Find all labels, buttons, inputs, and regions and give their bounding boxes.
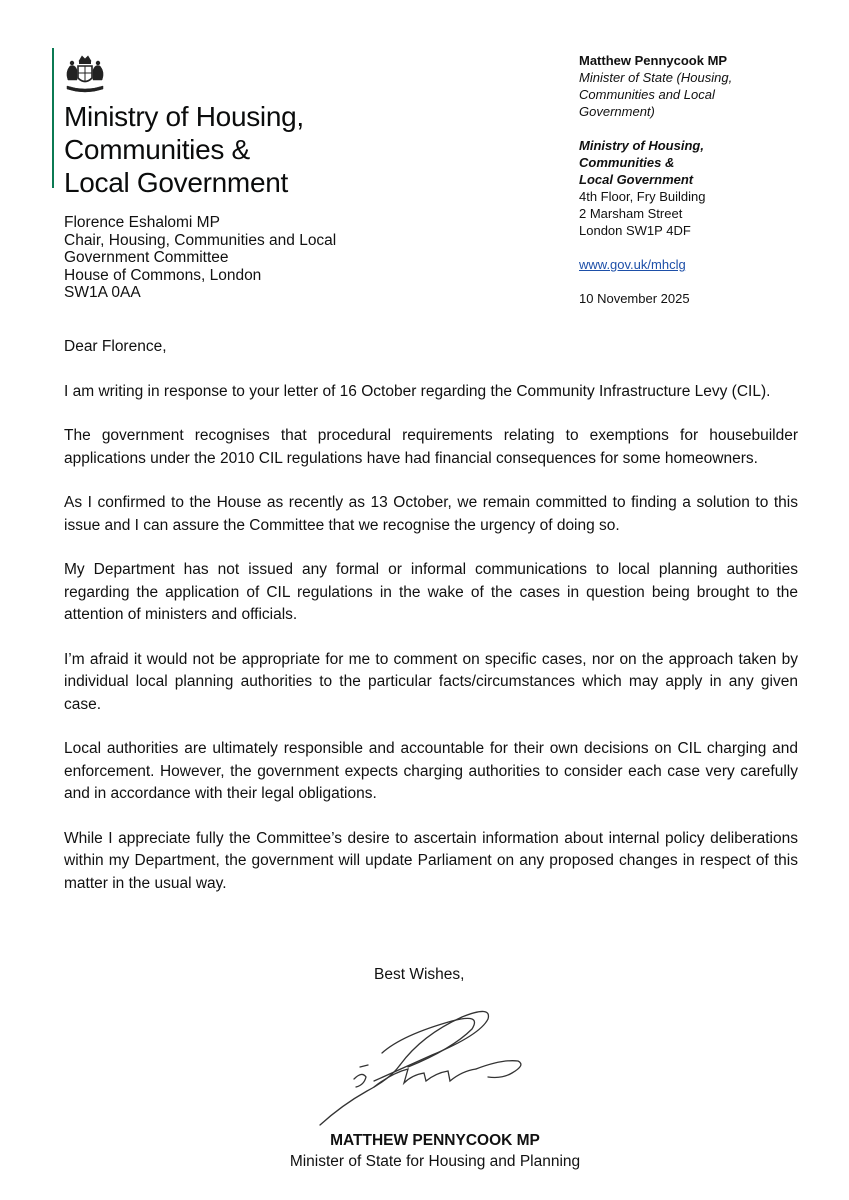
recipient-line: Government Committee	[64, 249, 229, 266]
sender-address-line: 4th Floor, Fry Building	[579, 189, 706, 204]
body-paragraph: The government recognises that procedural requirements relating to exemptions for housebuilder applications under the 2010 CIL regulations have had financial consequences for some homeowners.	[64, 427, 798, 467]
body-paragraph: While I appreciate fully the Committee’s desire to ascertain information about internal policy deliberations within my Department, the government will update Parliament on any proposed changes in respect of this matter in the usual way.	[64, 829, 798, 892]
body-paragraph: I’m afraid it would not be appropriate for me to comment on specific cases, nor on the approach taken by individual local planning authorities to the particular facts/circumstances which may apply in any given case.	[64, 650, 798, 713]
letter-date: 10 November 2025	[579, 291, 690, 306]
body-paragraph: Local authorities are ultimately responsible and accountable for their own decisions on CIL charging and enforcement. However, the government expects charging authorities to consider each case very carefully and in accordance with their legal obligations.	[64, 740, 798, 802]
sender-department-line: Ministry of Housing,	[579, 138, 704, 153]
sender-role-line: Minister of State (Housing,	[579, 70, 733, 85]
recipient-line: House of Commons, London	[64, 266, 262, 284]
body-paragraph: My Department has not issued any formal or informal communications to local planning authorities regarding the application of CIL regulations in the wake of the cases in question being brought to the attention of ministers and officials.	[64, 561, 798, 623]
logo-accent-rule	[52, 48, 54, 188]
signatory-name: MATTHEW PENNYCOOK MP	[330, 1132, 540, 1149]
recipient-line: Chair, Housing, Communities and Local	[64, 231, 337, 249]
sender-role-line: Communities and Local	[579, 87, 715, 102]
sender-department-line: Local Government	[579, 172, 694, 187]
salutation: Dear Florence,	[64, 338, 167, 355]
organisation-name-line: Local Government	[64, 167, 288, 198]
sender-department-line: Communities &	[579, 155, 675, 170]
recipient-line: Florence Eshalomi MP	[64, 214, 220, 231]
sender-role-line: Government)	[579, 104, 655, 119]
handwritten-signature	[312, 995, 542, 1135]
signatory-title: Minister of State for Housing and Planning	[289, 1153, 581, 1170]
body-paragraph: As I confirmed to the House as recently as 13 October, we remain committed to finding a solution to this issue and I can assure the Committee that we recognise the urgency of doing so.	[64, 494, 798, 534]
recipient-address	[64, 214, 336, 302]
sender-name: Matthew Pennycook MP	[579, 53, 728, 68]
sign-off: Best Wishes,	[374, 966, 465, 983]
organisation-name	[64, 100, 304, 199]
recipient-line: SW1A 0AA	[64, 284, 141, 301]
sender-address-line: London SW1P 4DF	[579, 223, 691, 238]
website-link[interactable]: www.gov.uk/mhclg	[579, 257, 686, 272]
body-paragraph: I am writing in response to your letter of 16 October regarding the Community Infrastructure Levy (CIL).	[64, 382, 771, 400]
organisation-name-line: Ministry of Housing,	[64, 101, 304, 132]
organisation-name-line: Communities &	[64, 134, 250, 165]
sender-address-line: 2 Marsham Street	[579, 206, 683, 221]
sender-block	[579, 52, 829, 307]
royal-crest-icon	[62, 52, 108, 98]
letter-body	[64, 336, 798, 895]
